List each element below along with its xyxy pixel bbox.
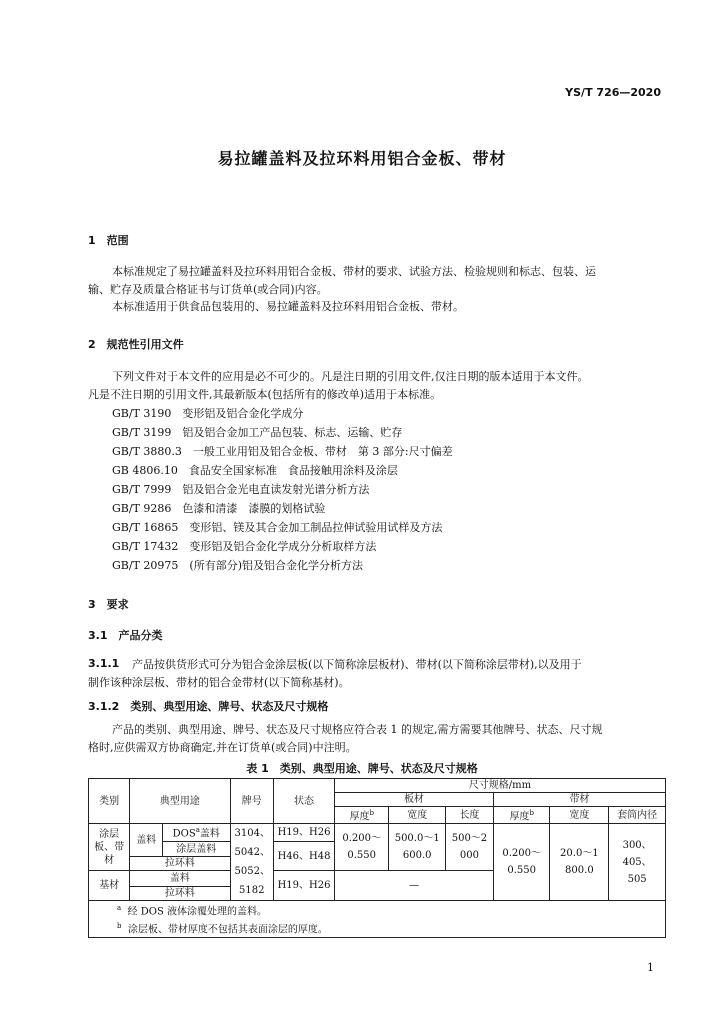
strip-core-diameter: 300、405、505 [609, 824, 666, 901]
usage-base-pull-tab: 拉环料 [130, 887, 230, 901]
temper-h46-h48: H46、H48 [274, 841, 335, 871]
footnote-a [89, 901, 666, 920]
standard-code: YS/T 726—2020 [565, 86, 661, 99]
strip-thickness-range: 0.200～0.550 [493, 824, 550, 901]
header-strip-width: 宽度 [550, 807, 609, 824]
footnote-a-mark: a [117, 904, 122, 913]
grades-cell: 3104、5042、5052、5182 [230, 824, 274, 901]
section-1-para-2: 本标准适用于供食品包装用的、易拉罐盖料及拉环料用铝合金板、带材。 [112, 300, 464, 313]
sheet-length-range: 500～2 000 [446, 824, 494, 871]
header-category: 类别 [89, 779, 130, 824]
section-3-1-2-line-1: 产品的类别、典型用途、牌号、状态及尺寸规格应符合表 1 的规定,需方需要其他牌号、状态、尺寸规 [112, 723, 603, 736]
strip-width-range: 20.0～1 800.0 [550, 824, 609, 901]
category-coated: 涂层板、带材 [89, 824, 130, 871]
reference-item: GB/T 3190 变形铝及铝合金化学成分 [112, 407, 304, 420]
section-1-heading: 1 范围 [88, 234, 129, 247]
table-1 [88, 778, 666, 938]
section-3-heading: 3 要求 [88, 598, 129, 611]
section-3-1-heading: 3.1 产品分类 [88, 629, 163, 642]
header-sheet-length: 长度 [446, 807, 494, 824]
reference-item: GB/T 3880.3 一般工业用铝及铝合金板、带材 第 3 部分:尺寸偏差 [112, 445, 453, 458]
temper-base-h19-h26: H19、H26 [274, 871, 335, 901]
section-2-para-line-1: 下列文件对于本文件的应用是必不可少的。凡是注日期的引用文件,仅注日期的版本适用于本文件。 [112, 370, 589, 383]
section-2-para-line-2: 凡是不注日期的引用文件,其最新版本(包括所有的修改单)适用于本标准。 [88, 388, 442, 401]
footnote-b-text: 涂层板、带材厚度不包括其表面涂层的厚度。 [127, 924, 328, 936]
header-sheet-thickness [334, 807, 388, 824]
reference-item: GB/T 20975 (所有部分)铝及铝合金化学分析方法 [112, 559, 363, 572]
section-2-heading: 2 规范性引用文件 [88, 338, 184, 351]
section-3-1-1-number: 3.1.1 [88, 657, 120, 670]
section-1-para-1-line-2: 输、贮存及质量合格证书与订货单(或合同)内容。 [88, 283, 328, 296]
dos-lid-tail: 盖料 [199, 828, 220, 840]
section-3-1-2-heading: 3.1.2 类别、典型用途、牌号、状态及尺寸规格 [88, 700, 329, 713]
thickness-label: 厚度 [349, 811, 370, 823]
footnote-b-ref: b [529, 809, 534, 817]
reference-item: GB/T 17432 变形铝及铝合金化学成分分析取样方法 [112, 540, 377, 553]
footnote-a-text: 经 DOS 液体涂覆处理的盖料。 [127, 906, 267, 918]
document-title: 易拉罐盖料及拉环料用铝合金板、带材 [217, 149, 507, 168]
sheet-thickness-range: 0.200～0.550 [334, 824, 388, 871]
header-sheet: 板材 [334, 793, 493, 807]
page-number: 1 [647, 961, 654, 974]
reference-item: GB 4806.10 食品安全国家标准 食品接触用涂料及涂层 [112, 464, 398, 477]
footnote-b [89, 919, 666, 938]
header-size: 尺寸规格/mm [334, 779, 665, 793]
usage-coated-lid: 涂层盖料 [163, 841, 230, 857]
header-strip-thickness [493, 807, 550, 824]
usage-pull-tab: 拉环料 [130, 857, 230, 871]
header-core-diameter: 套筒内径 [609, 807, 666, 824]
sheet-dash: — [334, 871, 493, 901]
section-3-1-1-line-2: 制作该种涂层板、带材的铝合金带材(以下简称基材)。 [88, 676, 350, 689]
header-strip: 带材 [493, 793, 665, 807]
usage-lid: 盖料 [130, 824, 163, 857]
header-sheet-width: 宽度 [389, 807, 446, 824]
usage-dos-lid [163, 824, 230, 841]
thickness-label: 厚度 [509, 811, 530, 823]
header-usage: 典型用途 [130, 779, 230, 824]
category-base: 基材 [89, 871, 130, 901]
reference-item: GB/T 3199 铝及铝合金加工产品包装、标志、运输、贮存 [112, 426, 403, 439]
dos-label: DOS [172, 828, 196, 840]
reference-item: GB/T 16865 变形铝、镁及其合金加工制品拉伸试验用试样及方法 [112, 521, 443, 534]
section-3-1-2-line-2: 格时,应供需双方协商确定,并在订货单(或合同)中注明。 [88, 741, 357, 754]
header-grade: 牌号 [230, 779, 274, 824]
sheet-width-range: 500.0～1 600.0 [389, 824, 446, 871]
reference-item: GB/T 9286 色漆和清漆 漆膜的划格试验 [112, 502, 326, 515]
footnote-b-ref: b [369, 809, 374, 817]
table-1-caption: 表 1 类别、典型用途、牌号、状态及尺寸规格 [246, 762, 478, 775]
temper-h19-h26: H19、H26 [274, 824, 335, 841]
footnote-b-mark: b [117, 922, 122, 931]
footnote-a-ref: a [195, 826, 200, 835]
section-3-1-1-line-1: 产品按供货形式可分为铝合金涂层板(以下简称涂层板材)、带材(以下简称涂层带材),以及用于 [132, 658, 582, 671]
header-temper: 状态 [274, 779, 335, 824]
usage-base-lid: 盖料 [130, 871, 230, 887]
section-1-para-1-line-1: 本标准规定了易拉罐盖料及拉环料用铝合金板、带材的要求、试验方法、检验规则和标志、包装、运 [112, 265, 596, 278]
reference-item: GB/T 7999 铝及铝合金光电直读发射光谱分析方法 [112, 483, 370, 496]
